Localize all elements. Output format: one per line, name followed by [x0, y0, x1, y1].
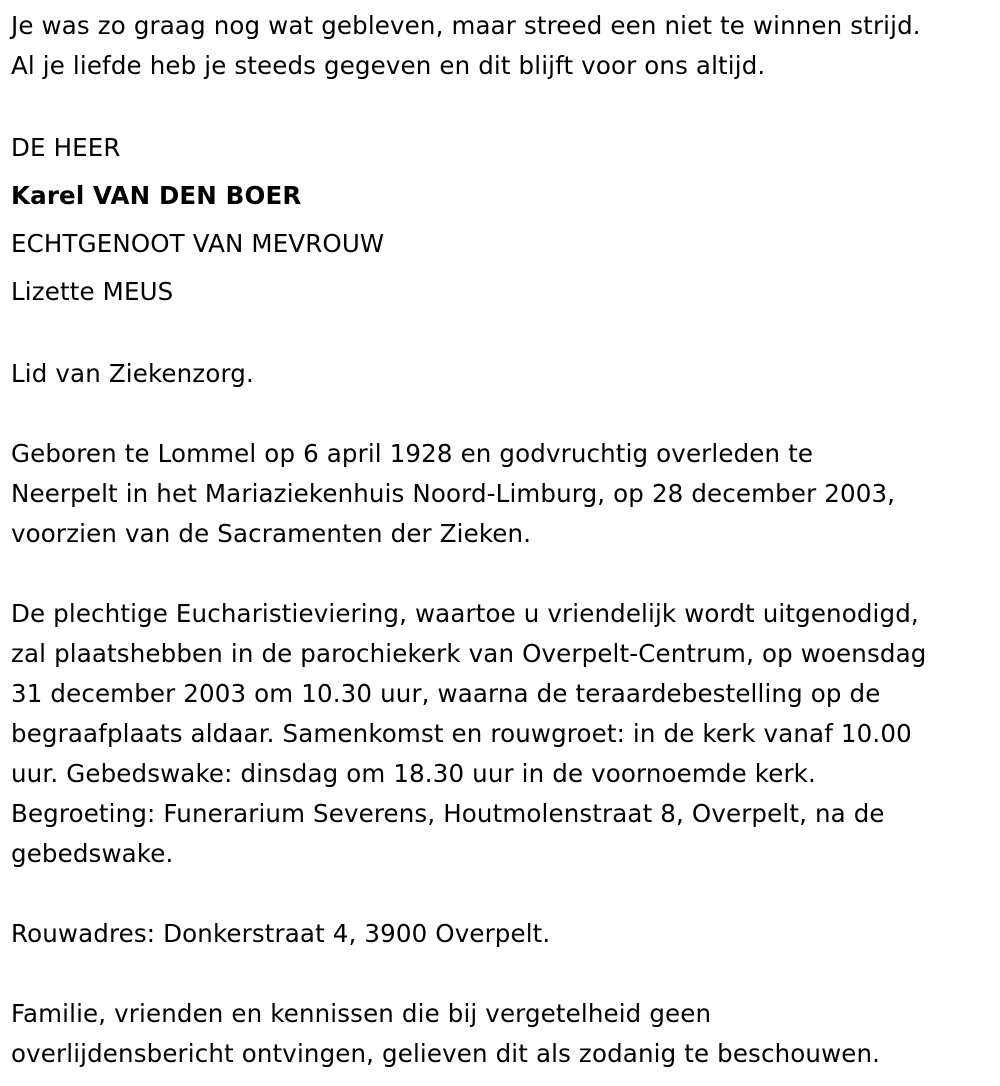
service-line-2: zal plaatshebben in de parochiekerk van Overpelt-Centrum, op woensdag [11, 639, 927, 668]
poem-line-1: Je was zo graag nog wat gebleven, maar streed een niet te winnen strijd. [11, 11, 921, 40]
poem-line-2: Al je liefde heb je steeds gegeven en dit blijft voor ons altijd. [11, 51, 766, 80]
service-line-3: 31 december 2003 om 10.30 uur, waarna de teraardebestelling op de [11, 679, 881, 708]
birth-death-line-2: Neerpelt in het Mariaziekenhuis Noord-Limburg, op 28 december 2003, [11, 479, 896, 508]
service-line-4: begraafplaats aldaar. Samenkomst en rouwgroet: in de kerk vanaf 10.00 [11, 719, 912, 748]
obituary-notice [11, 6, 996, 1074]
spacer [11, 954, 996, 994]
spacer [11, 86, 996, 124]
birth-death-line-1: Geboren te Lommel op 6 april 1928 en godvruchtig overleden te [11, 439, 814, 468]
closing-line-1: Familie, vrienden en kennissen die bij vergetelheid geen [11, 999, 712, 1028]
spacer [11, 394, 996, 434]
spacer [11, 316, 996, 354]
spacer [11, 554, 996, 594]
service-line-5: uur. Gebedswake: dinsdag om 18.30 uur in de voornoemde kerk. [11, 759, 816, 788]
birth-death-line-3: voorzien van de Sacramenten der Zieken. [11, 519, 532, 548]
closing-line-2: overlijdensbericht ontvingen, gelieven dit als zodanig te beschouwen. [11, 1039, 881, 1068]
service-line-7: gebedswake. [11, 839, 174, 868]
spouse-name: Lizette MEUS [11, 277, 174, 306]
deceased-name: Karel VAN DEN BOER [11, 181, 302, 210]
membership-text: Lid van Ziekenzorg. [11, 359, 254, 388]
mourning-address: Rouwadres: Donkerstraat 4, 3900 Overpelt. [11, 919, 551, 948]
deceased-title: DE HEER [11, 133, 121, 162]
deceased-relation: ECHTGENOOT VAN MEVROUW [11, 229, 385, 258]
service-line-6: Begroeting: Funerarium Severens, Houtmolenstraat 8, Overpelt, na de [11, 799, 885, 828]
spacer [11, 874, 996, 914]
service-line-1: De plechtige Eucharistieviering, waartoe u vriendelijk wordt uitgenodigd, [11, 599, 919, 628]
